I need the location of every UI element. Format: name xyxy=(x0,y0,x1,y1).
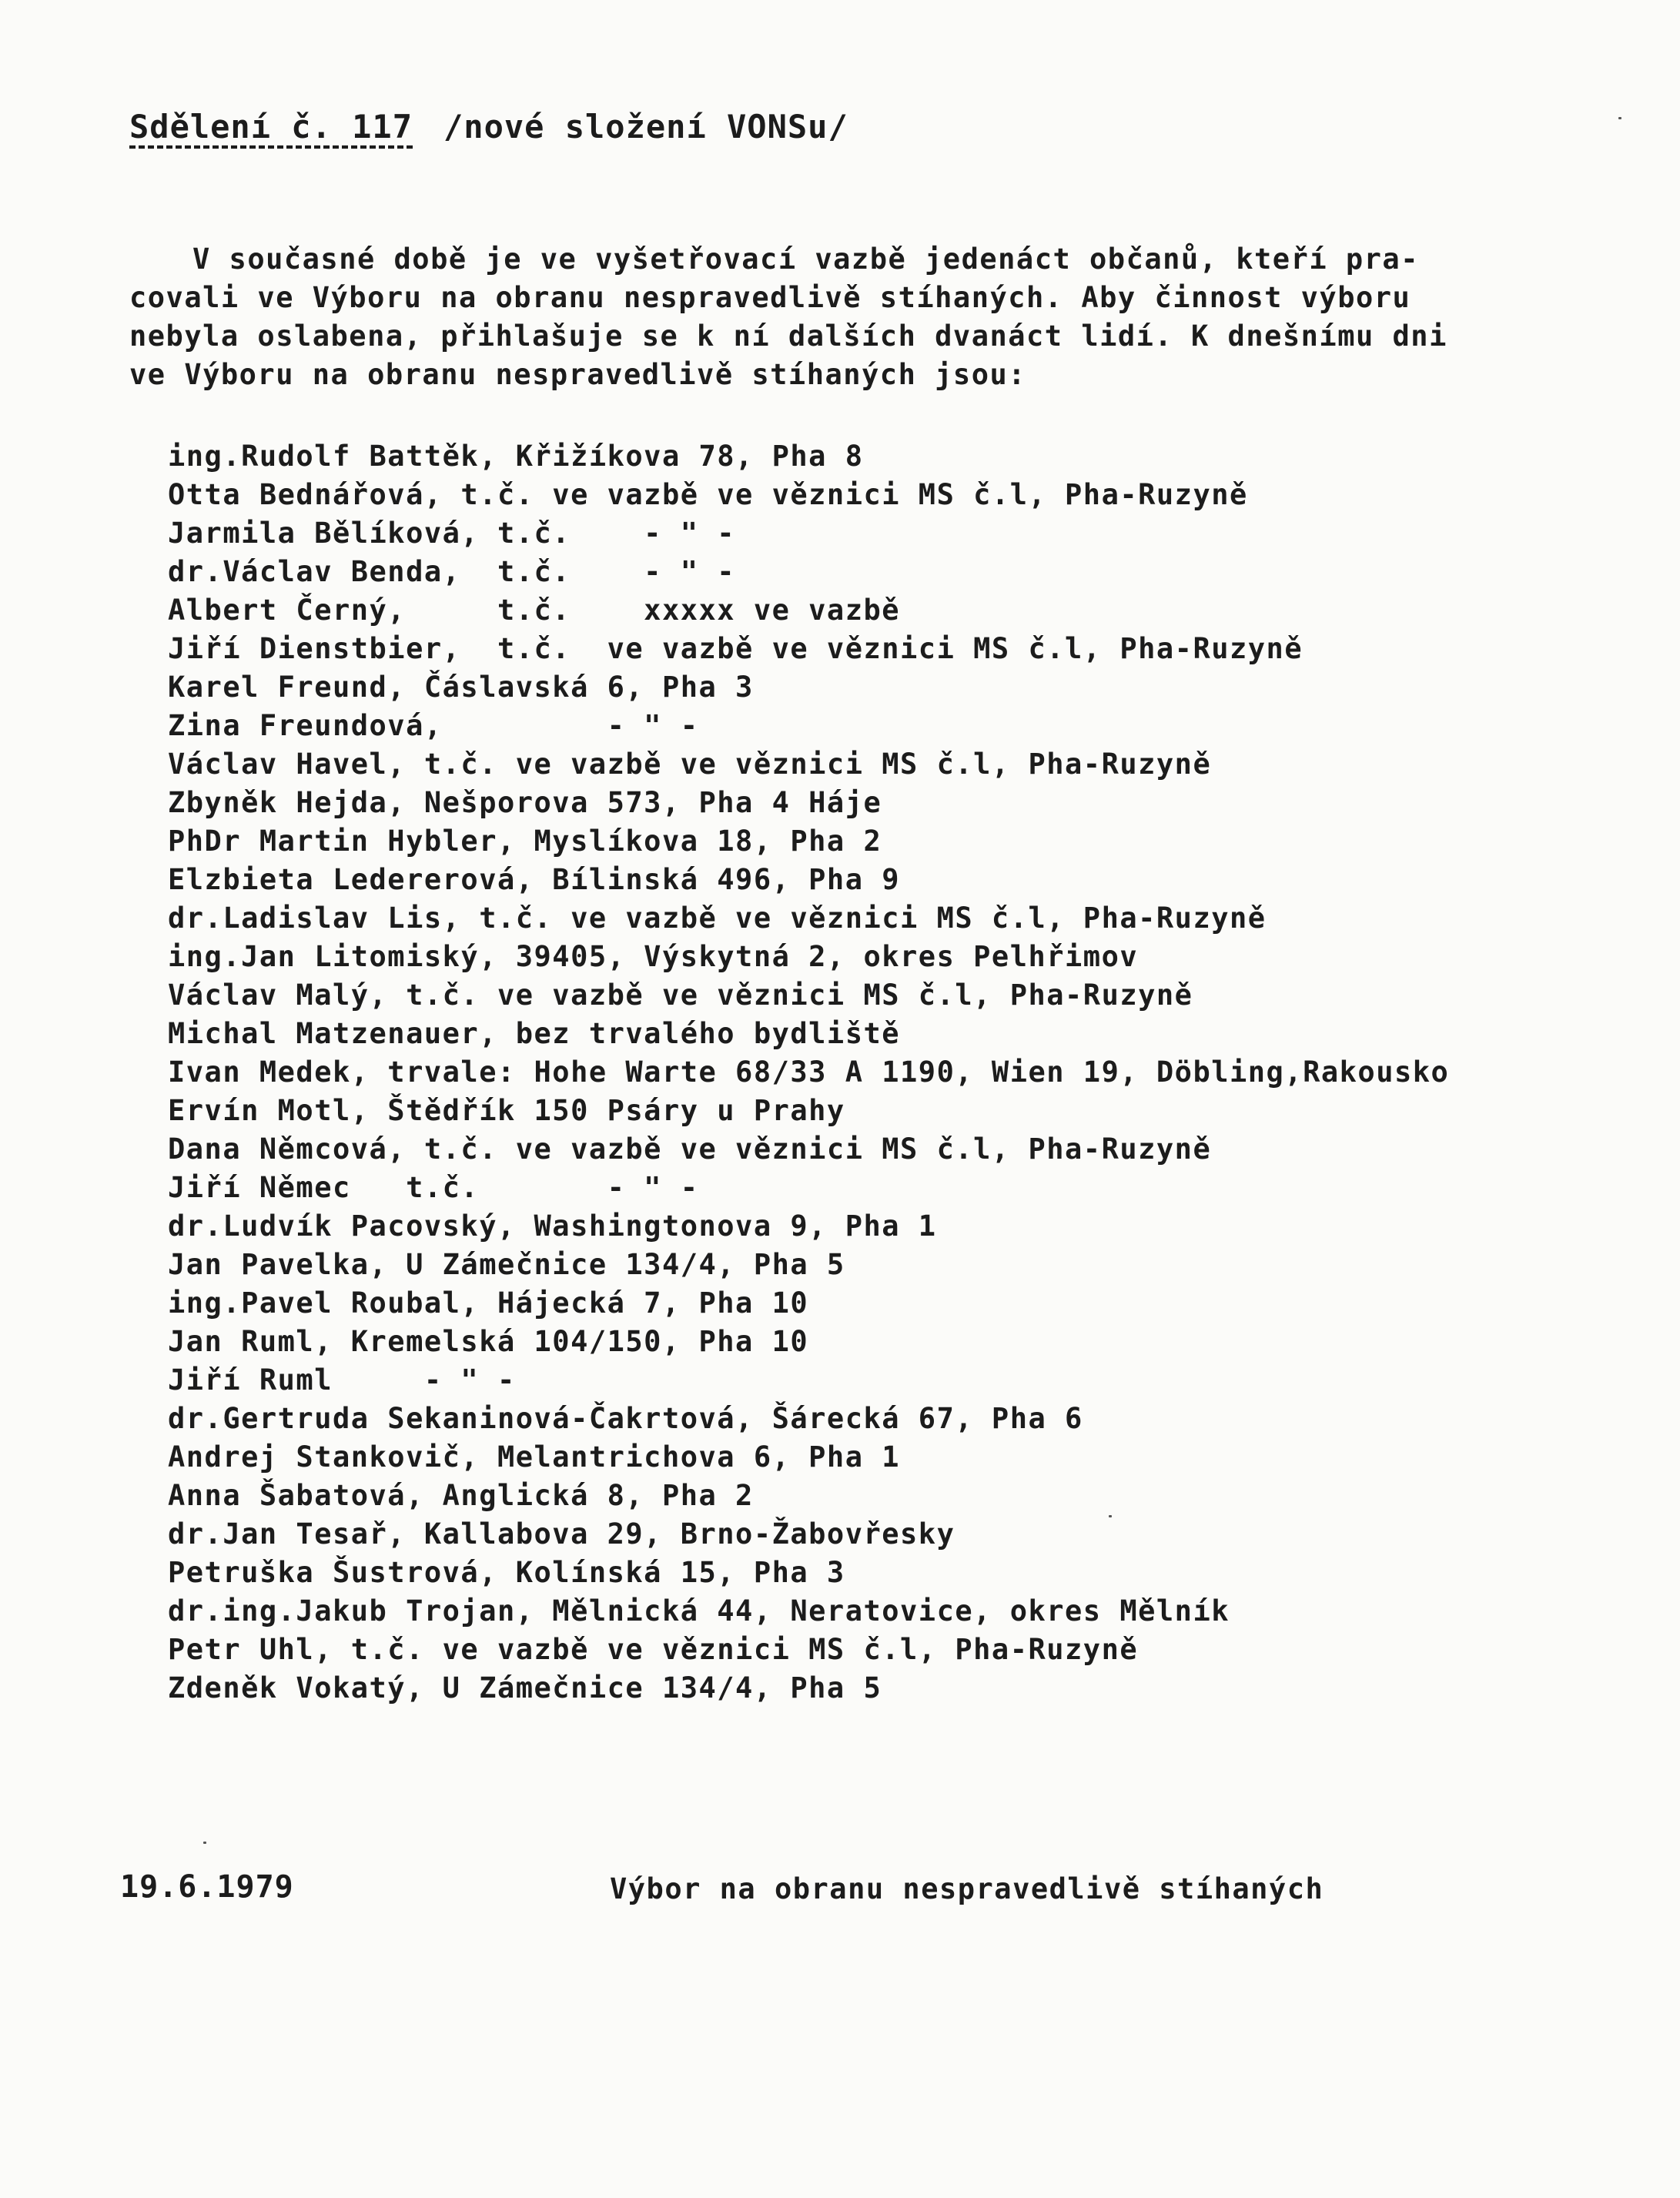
paper-speck xyxy=(1109,1515,1112,1517)
member-entry: dr.Ladislav Lis, t.č. ve vazbě ve věznici MS č.l, Pha-Ruzyně xyxy=(168,902,1267,935)
member-entry: ing.Rudolf Battěk, Křižíkova 78, Pha 8 xyxy=(168,440,864,473)
member-entry: Jiří Němec t.č. - " - xyxy=(168,1171,699,1204)
committee-signature: Výbor na obranu nespravedlivě stíhaných xyxy=(610,1872,1324,1905)
paper-speck xyxy=(1618,117,1621,119)
member-entry: Michal Matzenauer, bez trvalého bydliště xyxy=(168,1017,901,1050)
member-entry: Jiří Dienstbier, t.č. ve vazbě ve věznici MS č.l, Pha-Ruzyně xyxy=(168,632,1304,665)
member-entry: Zbyněk Hejda, Nešporova 573, Pha 4 Háje xyxy=(168,786,882,819)
member-entry: dr.Ludvík Pacovský, Washingtonova 9, Pha 1 xyxy=(168,1209,937,1243)
member-entry: dr.ing.Jakub Trojan, Mělnická 44, Neratovice, okres Mělník xyxy=(168,1594,1230,1628)
member-entry: Jarmila Bělíková, t.č. - " - xyxy=(168,517,736,550)
member-entry: Zdeněk Vokatý, U Zámečnice 134/4, Pha 5 xyxy=(168,1671,882,1705)
announcement-number: Sdělení č. 117 xyxy=(129,108,413,146)
announcement-topic: /nové složení VONSu/ xyxy=(443,108,848,146)
member-entry: dr.Gertruda Sekaninová-Čakrtová, Šárecká 67, Pha 6 xyxy=(168,1402,1083,1435)
intro-line: covali ve Výboru na obranu nespravedlivě stíhaných. Aby činnost výboru xyxy=(129,281,1411,314)
member-entry: Václav Malý, t.č. ve vazbě ve věznici MS č.l, Pha-Ruzyně xyxy=(168,979,1193,1012)
member-entry: Karel Freund, Čáslavská 6, Pha 3 xyxy=(168,671,754,704)
member-entry: Otta Bednářová, t.č. ve vazbě ve věznici MS č.l, Pha-Ruzyně xyxy=(168,478,1248,511)
document-heading xyxy=(129,108,848,146)
member-entry: Jiří Ruml - " - xyxy=(168,1363,516,1397)
member-entry: Dana Němcová, t.č. ve vazbě ve věznici MS č.l, Pha-Ruzyně xyxy=(168,1132,1212,1166)
member-list xyxy=(168,437,1449,1708)
member-entry: dr.Jan Tesař, Kallabova 29, Brno-Žabovřesky xyxy=(168,1517,955,1551)
member-entry: Petruška Šustrová, Kolínská 15, Pha 3 xyxy=(168,1556,845,1589)
member-entry: Anna Šabatová, Anglická 8, Pha 2 xyxy=(168,1479,754,1512)
document-date: 19.6.1979 xyxy=(120,1869,294,1905)
intro-line: nebyla oslabena, přihlašuje se k ní dalších dvanáct lidí. K dnešnímu dni xyxy=(129,319,1447,353)
paper-speck xyxy=(203,1842,206,1844)
member-entry: ing.Pavel Roubal, Hájecká 7, Pha 10 xyxy=(168,1286,809,1320)
member-entry: Václav Havel, t.č. ve vazbě ve věznici MS č.l, Pha-Ruzyně xyxy=(168,748,1212,781)
intro-line: V současné době je ve vyšetřovací vazbě jedenáct občanů, kteří pra- xyxy=(192,243,1419,276)
member-entry: PhDr Martin Hybler, Myslíkova 18, Pha 2 xyxy=(168,825,882,858)
member-entry: Andrej Stankovič, Melantrichova 6, Pha 1 xyxy=(168,1440,901,1474)
member-entry: ing.Jan Litomiský, 39405, Výskytná 2, okres Pelhřimov xyxy=(168,940,1139,973)
member-entry: Jan Pavelka, U Zámečnice 134/4, Pha 5 xyxy=(168,1248,845,1281)
member-entry: Ervín Motl, Štědřík 150 Psáry u Prahy xyxy=(168,1094,845,1127)
member-entry: Zina Freundová, - " - xyxy=(168,709,699,742)
intro-line: ve Výboru na obranu nespravedlivě stíhaných jsou: xyxy=(129,358,1027,391)
intro-paragraph xyxy=(129,240,1577,394)
member-entry: Ivan Medek, trvale: Hohe Warte 68/33 A 1190, Wien 19, Döbling,Rakousko xyxy=(168,1056,1450,1089)
member-entry: Elzbieta Ledererová, Bílinská 496, Pha 9 xyxy=(168,863,901,896)
member-entry: Jan Ruml, Kremelská 104/150, Pha 10 xyxy=(168,1325,809,1358)
member-entry: Petr Uhl, t.č. ve vazbě ve věznici MS č.l, Pha-Ruzyně xyxy=(168,1633,1139,1666)
member-entry: Albert Černý, t.č. xxxxx ve vazbě xyxy=(168,594,901,627)
member-entry: dr.Václav Benda, t.č. - " - xyxy=(168,555,736,588)
